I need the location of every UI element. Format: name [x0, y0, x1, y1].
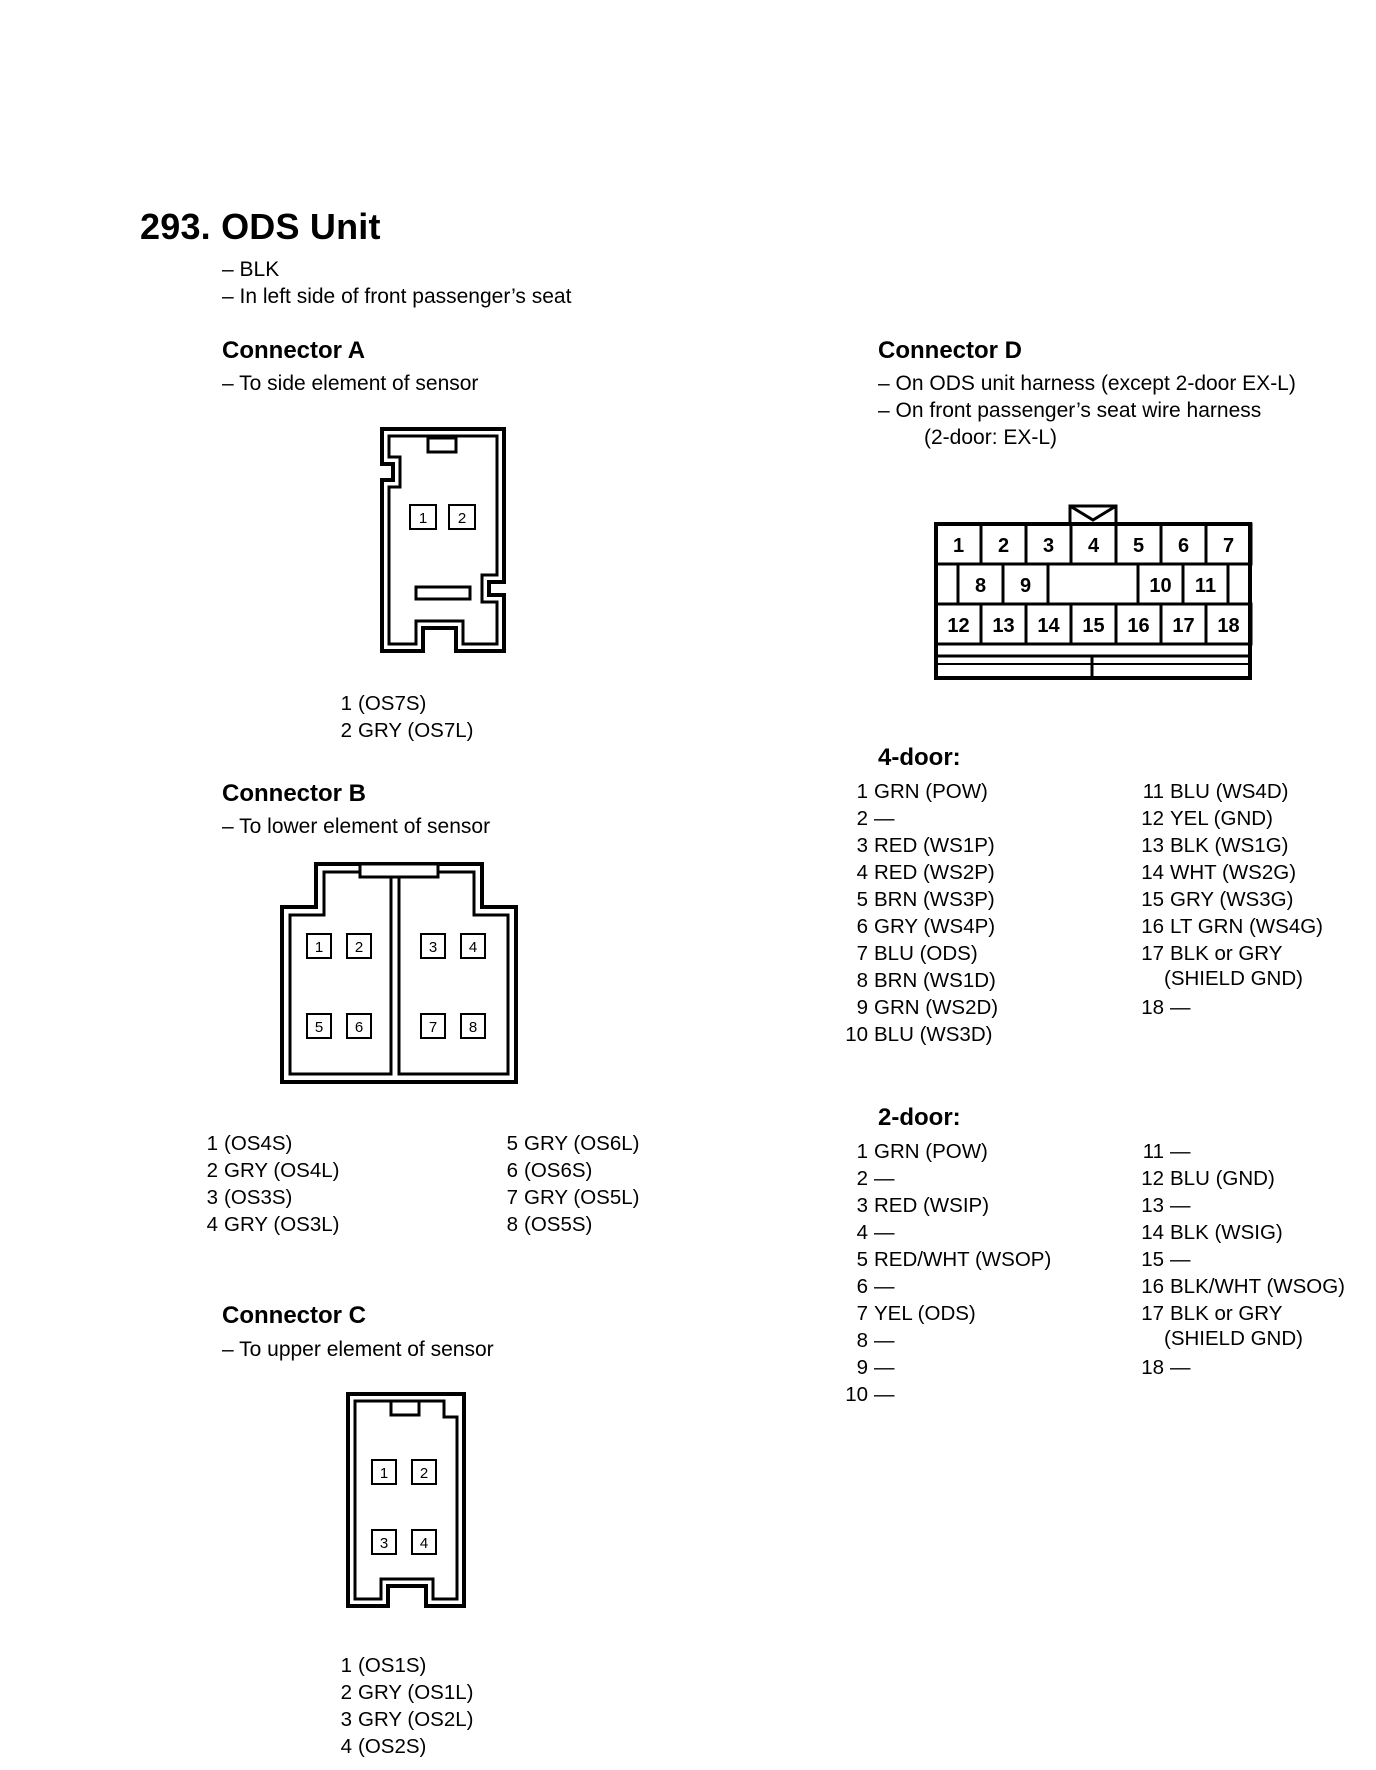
- four-door-pin-list-left: [838, 778, 998, 1048]
- list-item: 1 GRN (POW): [856, 1140, 988, 1163]
- cavity-label: 6: [354, 1019, 364, 1036]
- cavity-label: 18: [1217, 615, 1240, 637]
- cavity-label: 1: [952, 535, 965, 557]
- cavity-label: 3: [1042, 535, 1055, 557]
- cavity-label: 10: [1149, 575, 1172, 597]
- connector-b-title: Connector B: [222, 780, 366, 807]
- cavity-label: 2: [354, 939, 364, 956]
- list-item: 1 GRN (POW): [856, 780, 988, 803]
- connector-d-title: Connector D: [878, 337, 1022, 364]
- list-item: 4 —: [856, 1221, 895, 1244]
- list-item: 5 GRY (OS6L): [506, 1132, 640, 1155]
- list-item: 1 (OS7S): [340, 692, 427, 715]
- list-item: 4 RED (WS2P): [856, 861, 995, 884]
- cavity-label: 15: [1082, 615, 1105, 637]
- list-item: 1 (OS1S): [340, 1654, 427, 1677]
- cavity-label: 17: [1172, 615, 1195, 637]
- connector-b-pin-list-left: [194, 1130, 339, 1238]
- connector-c-title: Connector C: [222, 1302, 366, 1329]
- list-item: 2 GRY (OS4L): [206, 1159, 340, 1182]
- cavity-label: 13: [992, 615, 1015, 637]
- cavity-wall: [1048, 564, 1138, 604]
- list-item: 12 YEL (GND): [1141, 807, 1273, 830]
- cavity-label: 5: [314, 1019, 324, 1036]
- cavity-label: 1: [314, 939, 324, 956]
- list-item: 1 (OS4S): [206, 1132, 293, 1155]
- list-item: 6 —: [856, 1275, 895, 1298]
- list-item: 11 —: [1142, 1140, 1191, 1163]
- list-item: 12 BLU (GND): [1141, 1167, 1275, 1190]
- header-notes: [222, 256, 571, 310]
- cavity-label: 1: [379, 1465, 389, 1482]
- connector-d-diagram: [934, 500, 1254, 682]
- cavity-label: 6: [1177, 535, 1190, 557]
- list-item: 15 —: [1141, 1248, 1191, 1271]
- cavity-label: 4: [468, 939, 478, 956]
- list-item: 7 BLU (ODS): [856, 942, 978, 965]
- list-item: 3 (OS3S): [206, 1186, 293, 1209]
- header-note: – BLK: [222, 258, 280, 281]
- cavity-label: 12: [947, 615, 970, 637]
- cavity-label: 7: [428, 1019, 438, 1036]
- list-item: 3 RED (WS1P): [856, 834, 995, 857]
- connector-a-note: – To side element of sensor: [222, 372, 479, 395]
- connector-c-pin-list: [328, 1652, 473, 1760]
- list-item: 16 BLK/WHT (WSOG): [1141, 1275, 1346, 1298]
- list-item: 10 —: [845, 1383, 895, 1406]
- list-item: 13 —: [1141, 1194, 1191, 1217]
- connector-d-notes: [878, 370, 1296, 451]
- cavity-label: 4: [419, 1535, 429, 1552]
- list-item: 5 BRN (WS3P): [856, 888, 995, 911]
- cavity-wall: [1228, 564, 1250, 604]
- two-door-heading: 2-door:: [878, 1104, 961, 1131]
- list-item: 11 BLU (WS4D): [1142, 780, 1289, 803]
- connector-b-note: – To lower element of sensor: [222, 815, 491, 838]
- connector-c-diagram: [344, 1390, 470, 1610]
- list-item: 13 BLK (WS1G): [1141, 834, 1289, 857]
- cavity-label: 9: [1019, 575, 1032, 597]
- connector-d-note: – On ODS unit harness (except 2-door EX-L): [878, 372, 1296, 395]
- section-number: 293.: [140, 206, 211, 247]
- cavity-label: 3: [428, 939, 438, 956]
- cavity-label: 8: [974, 575, 987, 597]
- cavity-label: 11: [1194, 575, 1217, 597]
- cavity-label: 2: [997, 535, 1010, 557]
- two-door-pin-list-right: [1134, 1138, 1345, 1381]
- cavity-label: 2: [419, 1465, 429, 1482]
- cavity-grid: [307, 934, 485, 1038]
- page-title: [140, 206, 381, 248]
- list-item: 8 (OS5S): [506, 1213, 593, 1236]
- connector-d-note: – On front passenger’s seat wire harness: [878, 399, 1262, 422]
- cavity-label: 4: [1087, 535, 1100, 557]
- list-item: 3 RED (WSIP): [856, 1194, 990, 1217]
- four-door-heading: 4-door:: [878, 744, 961, 771]
- list-item: 9 —: [856, 1356, 895, 1379]
- list-item: 7 GRY (OS5L): [506, 1186, 640, 1209]
- connector-a-title: Connector A: [222, 337, 366, 364]
- cavity-label: 14: [1037, 615, 1060, 637]
- list-item: 2 —: [856, 807, 895, 830]
- list-item: 6 GRY (WS4P): [856, 915, 996, 938]
- list-item: 8 BRN (WS1D): [856, 969, 996, 992]
- four-door-pin-list-right: [1134, 778, 1323, 1021]
- cavity-wall: [936, 564, 958, 604]
- list-item: 14 BLK (WSIG): [1141, 1221, 1283, 1244]
- two-door-pin-list-left: [838, 1138, 1051, 1408]
- list-item: 6 (OS6S): [506, 1159, 593, 1182]
- connector-b-diagram: [278, 860, 520, 1086]
- list-item: 9 GRN (WS2D): [856, 996, 999, 1019]
- list-item: 5 RED/WHT (WSOP): [856, 1248, 1052, 1271]
- list-item: 18 —: [1141, 996, 1191, 1019]
- list-item: 16 LT GRN (WS4G): [1141, 915, 1323, 938]
- list-item: 3 GRY (OS2L): [340, 1708, 474, 1731]
- list-item: 4 GRY (OS3L): [206, 1213, 340, 1236]
- cavity-label: 3: [379, 1535, 389, 1552]
- list-item: 10 BLU (WS3D): [845, 1023, 993, 1046]
- list-item: 2 GRY (OS1L): [340, 1681, 474, 1704]
- cavity-label: 5: [1132, 535, 1145, 557]
- list-item: 17 BLK or GRY (SHIELD GND): [1141, 942, 1303, 990]
- cavity-label: 2: [457, 510, 467, 527]
- list-item: 17 BLK or GRY (SHIELD GND): [1141, 1302, 1303, 1350]
- connector-d-note: (2-door: EX-L): [924, 426, 1058, 449]
- list-item: 4 (OS2S): [340, 1735, 427, 1758]
- cavity-grid: [936, 524, 1251, 644]
- cavity-label: 7: [1222, 535, 1235, 557]
- connector-a-pin-list: [328, 690, 473, 744]
- list-item: 15 GRY (WS3G): [1141, 888, 1294, 911]
- list-item: 14 WHT (WS2G): [1141, 861, 1297, 884]
- section-title: ODS Unit: [221, 206, 381, 247]
- list-item: 2 —: [856, 1167, 895, 1190]
- list-item: 2 GRY (OS7L): [340, 719, 474, 742]
- cavity-label: 16: [1127, 615, 1150, 637]
- list-item: 8 —: [856, 1329, 895, 1352]
- cavity-label: 1: [418, 510, 428, 527]
- cavity-label: 8: [468, 1019, 478, 1036]
- connector-a-diagram: [378, 425, 510, 655]
- list-item: 7 YEL (ODS): [856, 1302, 976, 1325]
- header-note: – In left side of front passenger’s seat: [222, 285, 572, 308]
- list-item: 18 —: [1141, 1356, 1191, 1379]
- connector-c-note: – To upper element of sensor: [222, 1338, 494, 1361]
- connector-b-pin-list-right: [494, 1130, 639, 1238]
